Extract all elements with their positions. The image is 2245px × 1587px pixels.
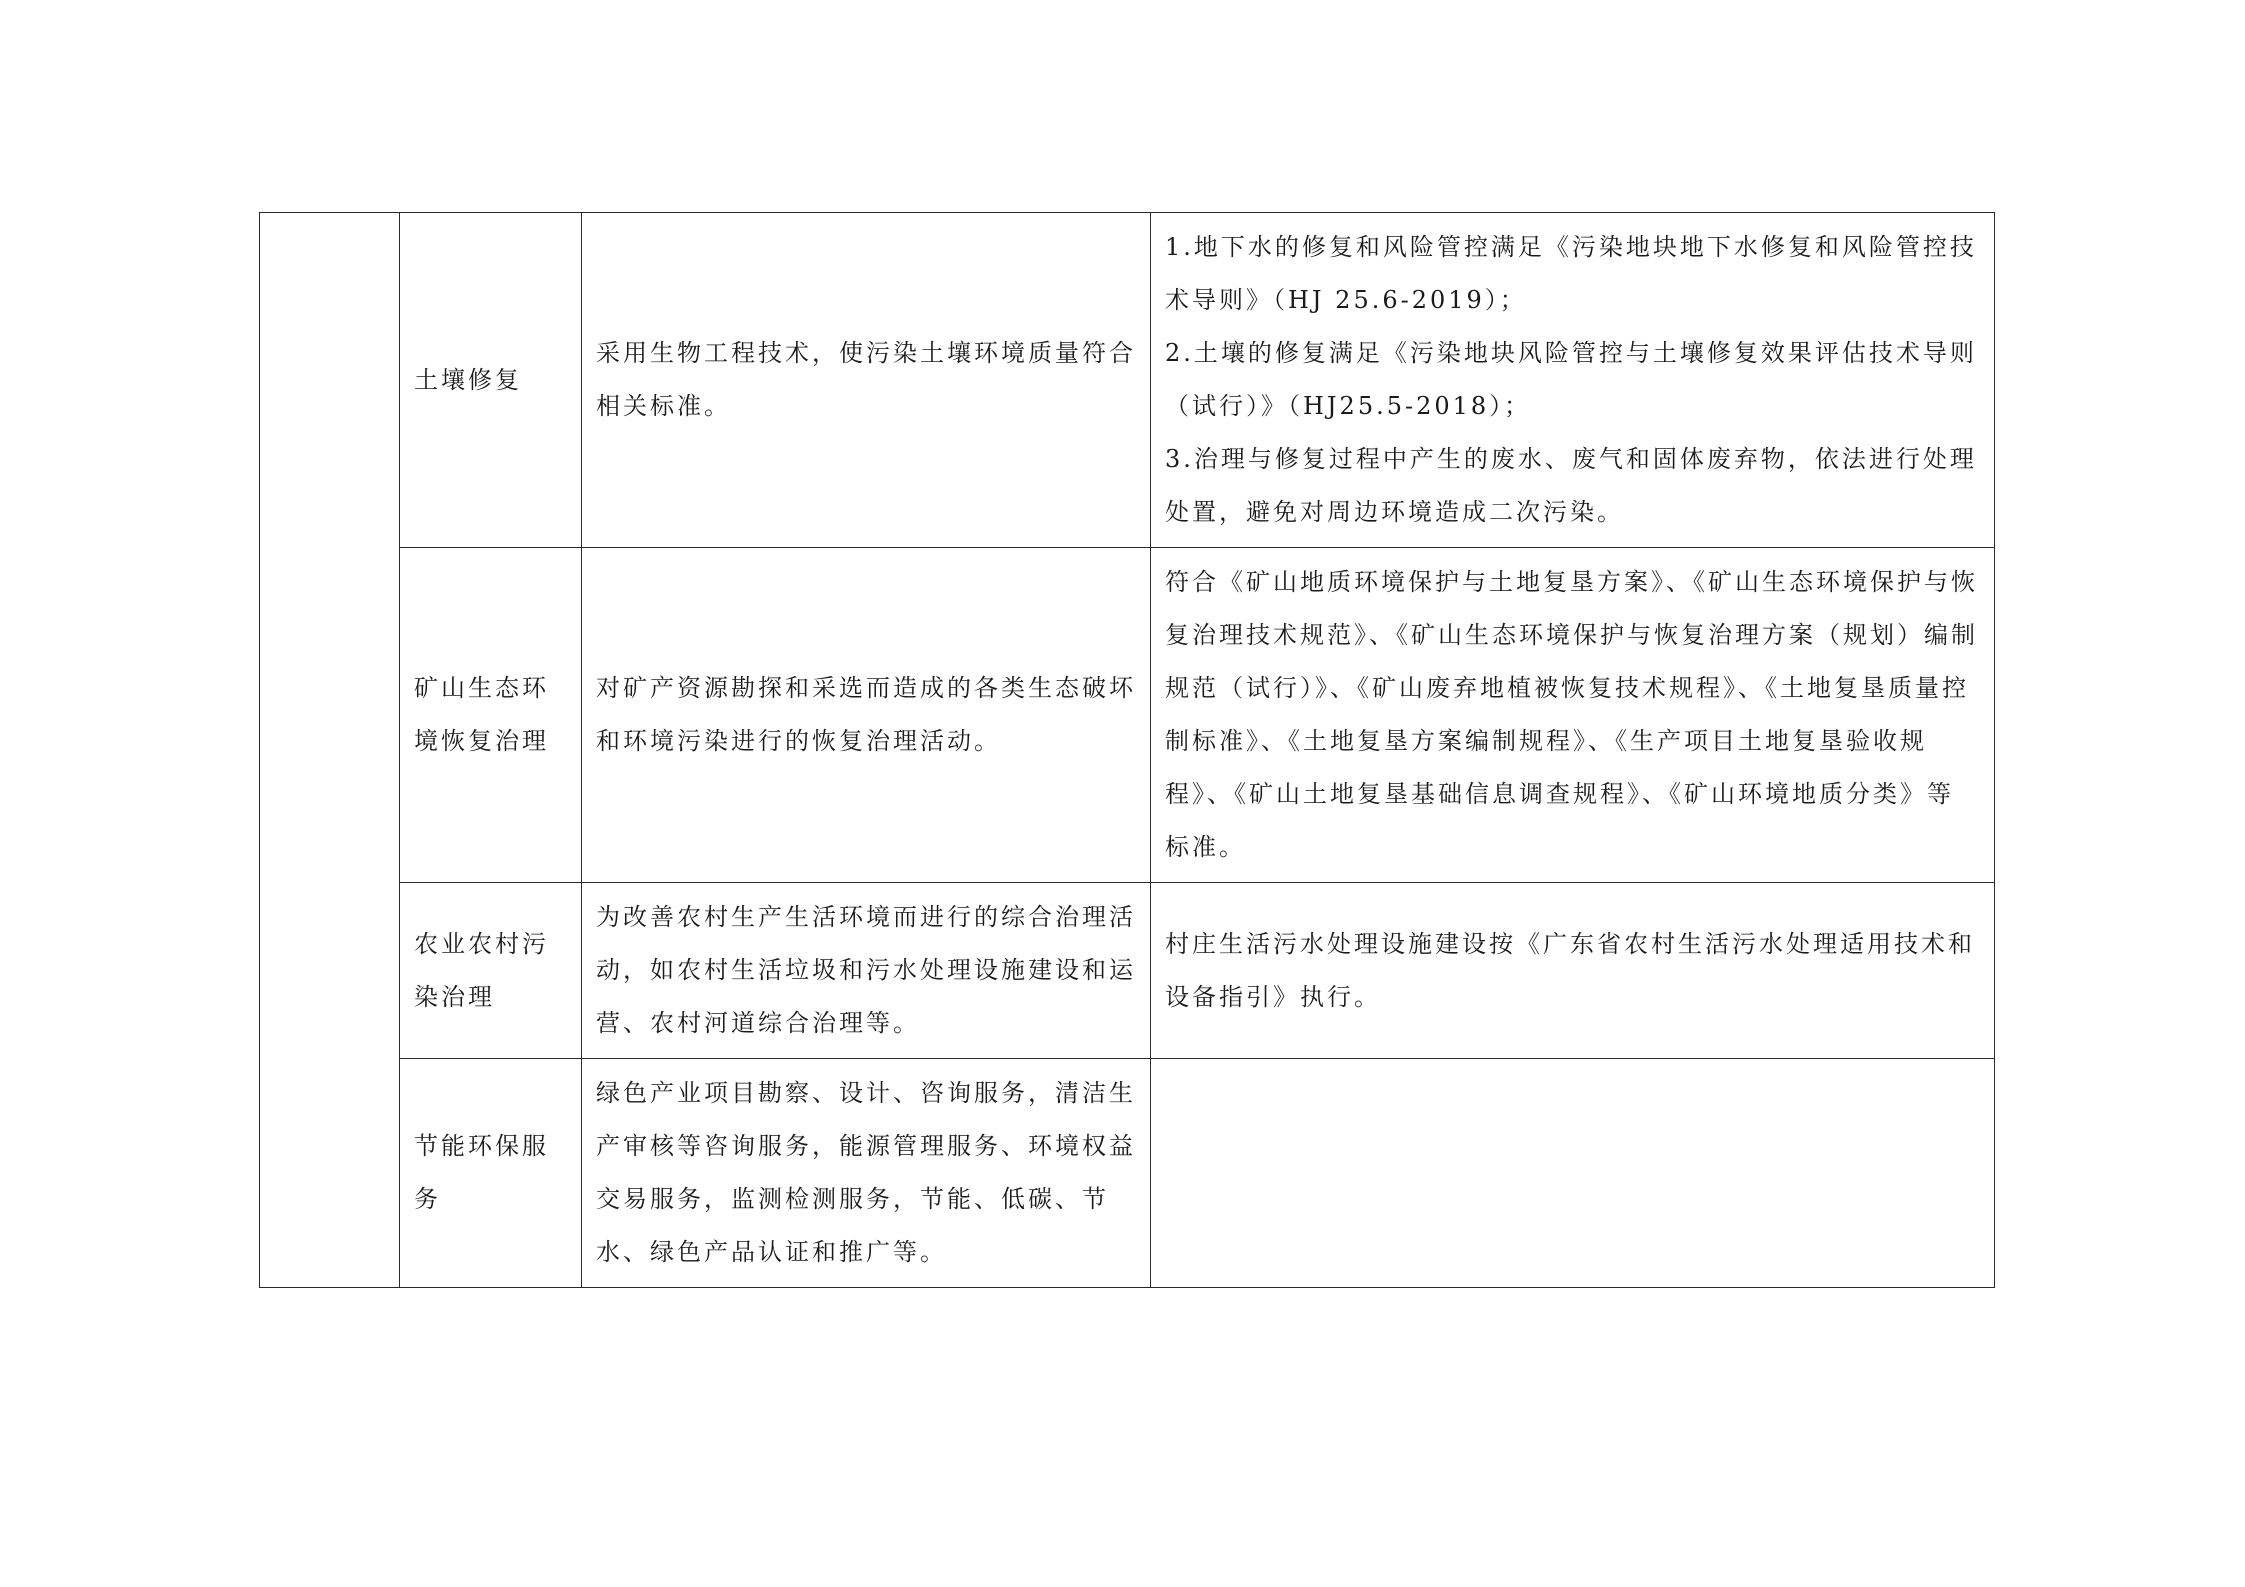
requirement-line: 1.地下水的修复和风险管控满足《污染地块地下水修复和风险管控技术导则》（HJ 25.6-2019）； <box>1165 233 1977 314</box>
item-name: 矿山生态环境恢复治理 <box>414 674 549 755</box>
requirement-line: 符合《矿山地质环境保护与土地复垦方案》、《矿山生态环境保护与恢复治理技术规范》、《矿山生态环境保护与恢复治理方案（规划）编制规范（试行）》、《矿山废弃地植被恢复技术规程》、《土地复垦质量控制标准》、《土地复垦方案编制规程》、《生产项目土地复垦验收规程》、《矿山土地复垦基础信息调查规程》、《矿山环境地质分类》等标准。 <box>1165 568 1978 861</box>
item-name-cell <box>400 883 582 1059</box>
item-description: 绿色产业项目勘察、设计、咨询服务，清洁生产审核等咨询服务，能源管理服务、环境权益交易服务，监测检测服务，节能、低碳、节水、绿色产品认证和推广等。 <box>596 1079 1136 1266</box>
item-name-cell <box>400 548 582 883</box>
table-row <box>260 1059 1995 1288</box>
item-requirements-cell <box>1151 213 1995 548</box>
item-description: 为改善农村生产生活环境而进行的综合治理活动，如农村生活垃圾和污水处理设施建设和运营、农村河道综合治理等。 <box>596 903 1136 1037</box>
item-description-cell <box>582 548 1151 883</box>
item-name: 节能环保服务 <box>414 1132 549 1213</box>
item-name: 农业农村污染治理 <box>414 929 549 1011</box>
item-description-cell <box>582 213 1151 548</box>
table-row <box>260 548 1995 883</box>
item-name-cell <box>400 1059 582 1288</box>
category-cell <box>260 213 400 1288</box>
item-name-cell <box>400 213 582 548</box>
item-requirements-cell <box>1151 1059 1995 1288</box>
item-description: 对矿产资源勘探和采选而造成的各类生态破坏和环境污染进行的恢复治理活动。 <box>596 674 1136 755</box>
item-name: 土壤修复 <box>414 365 522 394</box>
item-description: 采用生物工程技术，使污染土壤环境质量符合相关标准。 <box>596 339 1136 420</box>
standards-table <box>259 212 1995 1288</box>
requirement-line: 2.土壤的修复满足《污染地块风险管控与土壤修复效果评估技术导则（试行）》（HJ25.5-2018）； <box>1165 339 1977 420</box>
item-requirements-cell <box>1151 548 1995 883</box>
item-description-cell <box>582 1059 1151 1288</box>
requirement-line: 村庄生活污水处理设施建设按《广东省农村生活污水处理适用技术和设备指引》执行。 <box>1165 929 1975 1011</box>
requirement-line: 3.治理与修复过程中产生的废水、废气和固体废弃物，依法进行处理处置，避免对周边环境造成二次污染。 <box>1165 445 1977 526</box>
table-row <box>260 883 1995 1059</box>
item-requirements-cell <box>1151 883 1995 1059</box>
item-description-cell <box>582 883 1151 1059</box>
table-row <box>260 213 1995 548</box>
